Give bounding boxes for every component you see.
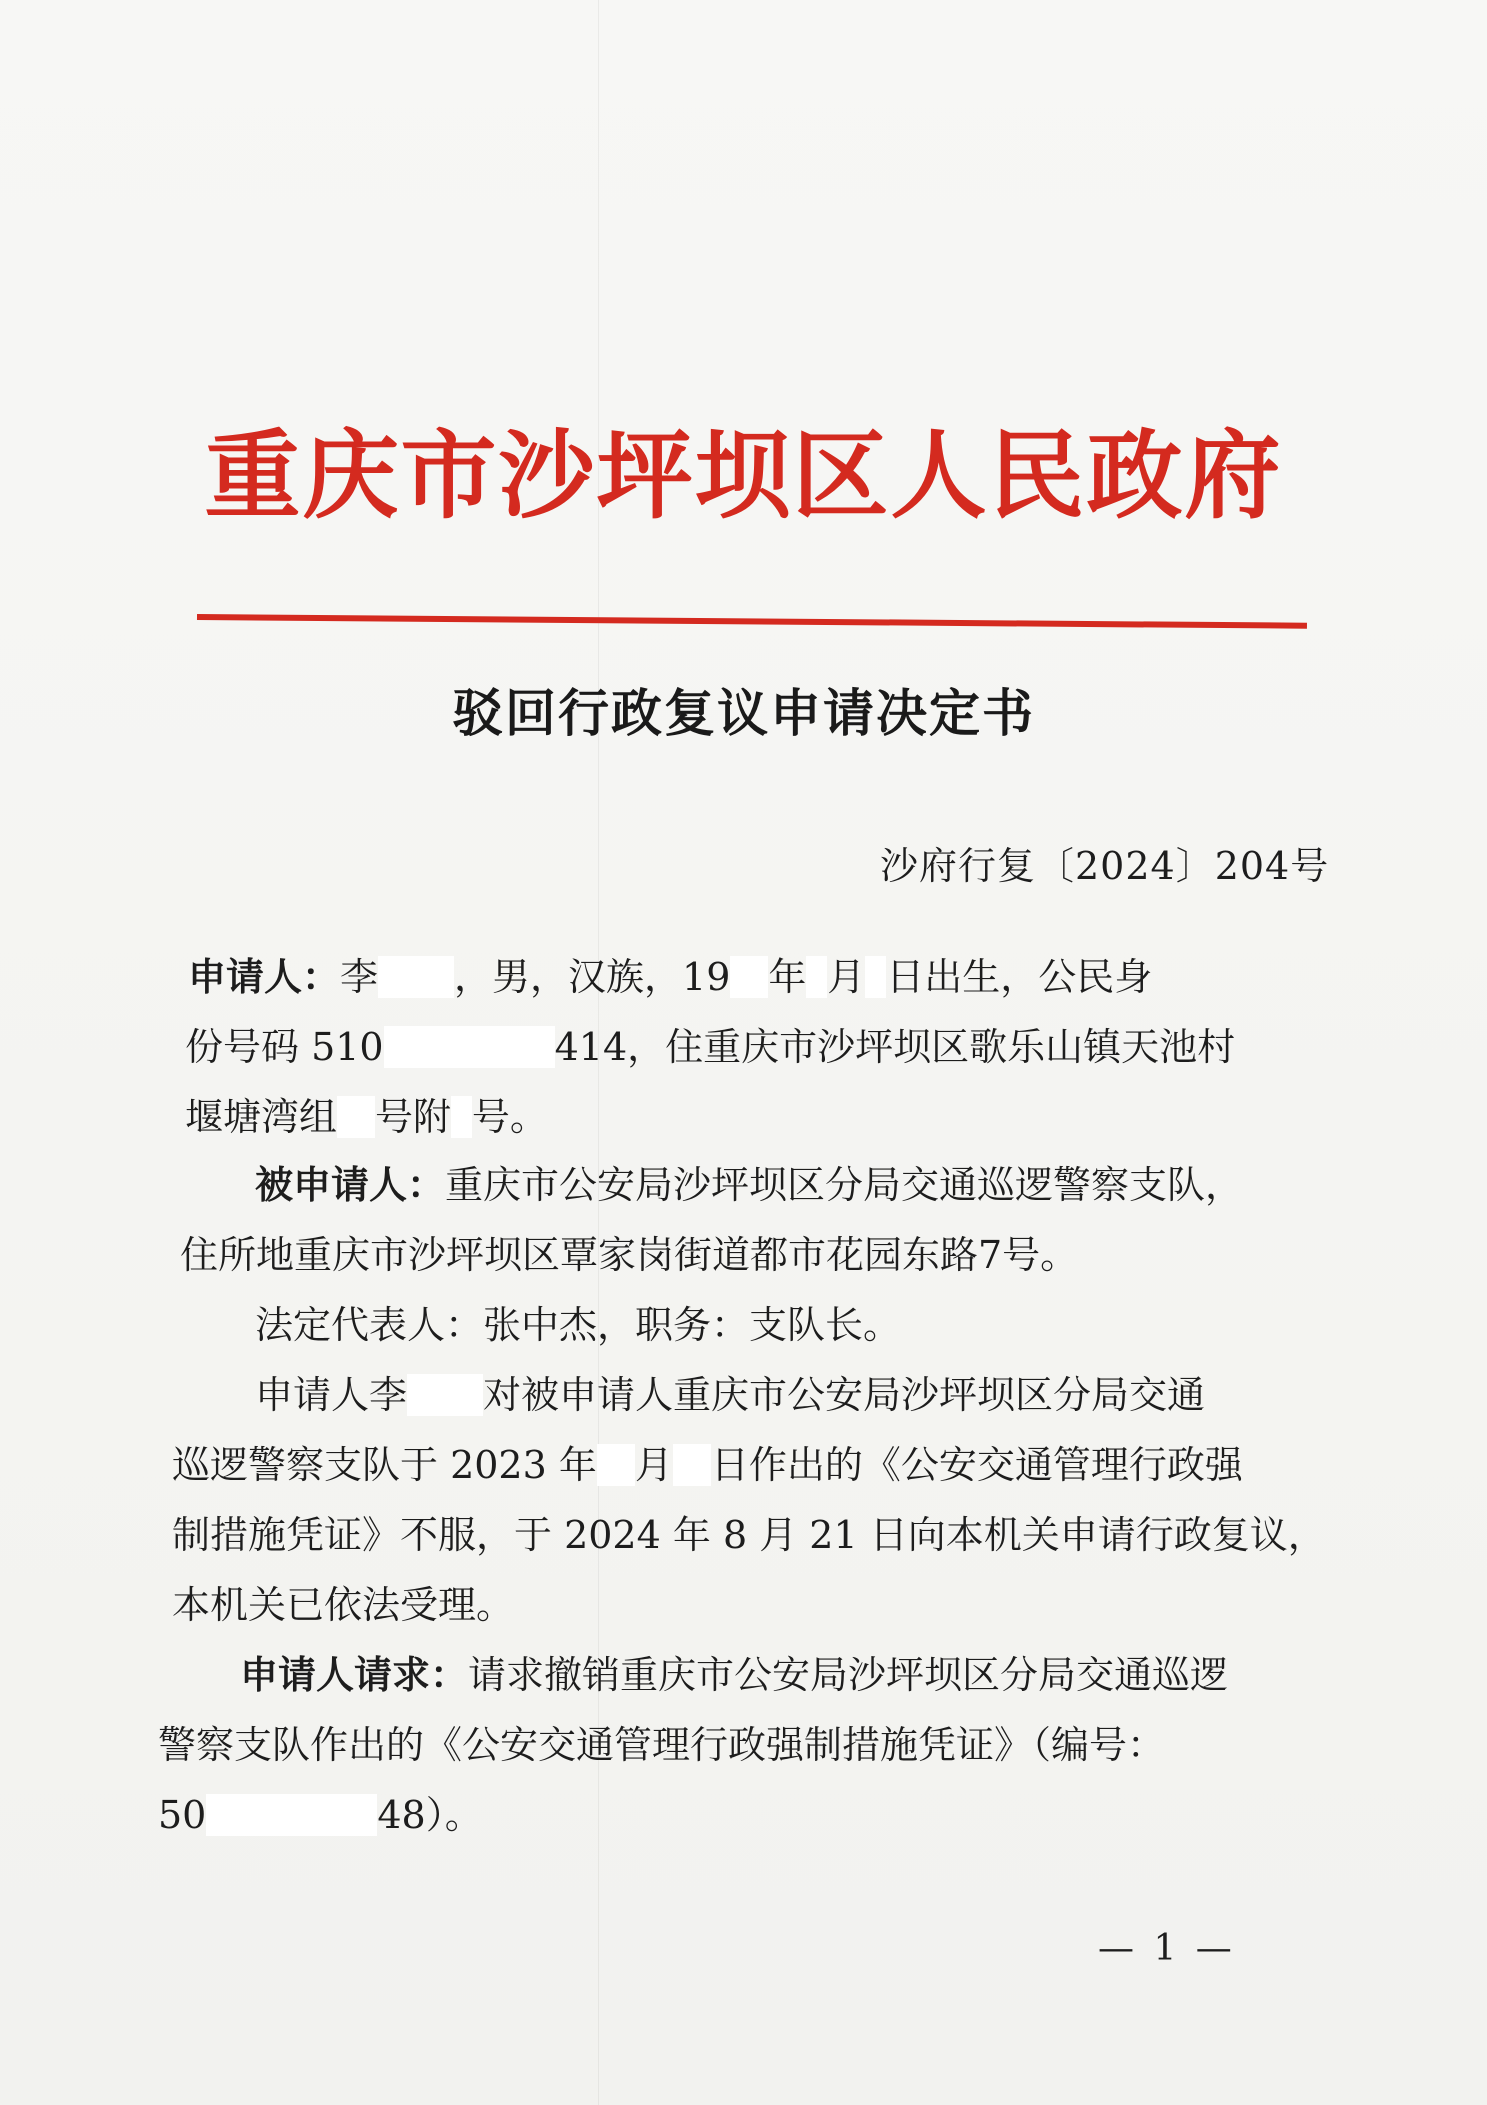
document-title: 驳回行政复议申请决定书 (451, 684, 1035, 744)
applicant-paragraph (188, 942, 1318, 1012)
request-line-2: 警察支队作出的《公安交通管理行政强制措施凭证》（编号： (158, 1723, 1166, 1767)
redaction-block (673, 1444, 711, 1486)
request-line-3: 50 48）。 (158, 1793, 483, 1837)
respondent-paragraph (255, 1150, 1385, 1220)
legal-representative: 法定代表人：张中杰，职务：支队长。 (255, 1303, 902, 1347)
respondent-label: 被申请人： (255, 1162, 446, 1207)
respondent-line-1: 被申请人：重庆市公安局沙坪坝区分局交通巡逻警察支队， (255, 1162, 1244, 1207)
request-paragraph (240, 1640, 1370, 1710)
request-line-1: 申请人请求：请求撤销重庆市公安局沙坪坝区分局交通巡逻 (240, 1652, 1229, 1697)
redaction-block (378, 956, 454, 998)
statement-paragraph (255, 1360, 1385, 1430)
applicant-label: 申请人： (188, 954, 341, 999)
redaction-block (597, 1444, 635, 1486)
redaction-block (407, 1374, 483, 1416)
redaction-block (730, 956, 768, 998)
page-number: — 1 — (1098, 1928, 1236, 1969)
redaction-block (337, 1096, 375, 1138)
redaction-block (206, 1794, 377, 1836)
applicant-line-1: 申请人：李 ，男，汉族，19 年 月 日出生，公民身 (188, 954, 1153, 999)
statement-line-2: 巡逻警察支队于 2023 年 月 日作出的《公安交通管理行政强 (172, 1443, 1243, 1487)
respondent-paragraph-cont (180, 1220, 1310, 1290)
statement-paragraph-cont (172, 1430, 1326, 1640)
applicant-line-3: 堰塘湾组 号附 号。 (185, 1095, 548, 1139)
red-separator-line (197, 614, 1307, 629)
statement-line-4: 本机关已依法受理。 (172, 1583, 515, 1627)
redaction-block (384, 1026, 555, 1068)
statement-line-1: 申请人李 对被申请人重庆市公安局沙坪坝区分局交通 (255, 1373, 1206, 1417)
request-paragraph-cont (158, 1710, 1288, 1850)
redaction-block (806, 956, 827, 998)
respondent-line-2: 住所地重庆市沙坪坝区覃家岗街道都市花园东路7号。 (180, 1233, 1079, 1277)
issuer-header: 重庆市沙坪坝区人民政府 (204, 419, 1283, 532)
redaction-block (865, 956, 886, 998)
applicant-paragraph-cont (185, 1012, 1315, 1152)
redaction-block (451, 1096, 472, 1138)
applicant-line-2: 份号码 510 414，住重庆市沙坪坝区歌乐山镇天池村 (185, 1025, 1236, 1069)
document-number: 沙府行复〔2024〕204号 (880, 844, 1330, 888)
statement-line-3: 制措施凭证》不服，于 2024 年 8 月 21 日向本机关申请行政复议， (172, 1513, 1326, 1557)
request-label: 申请人请求： (240, 1652, 469, 1697)
